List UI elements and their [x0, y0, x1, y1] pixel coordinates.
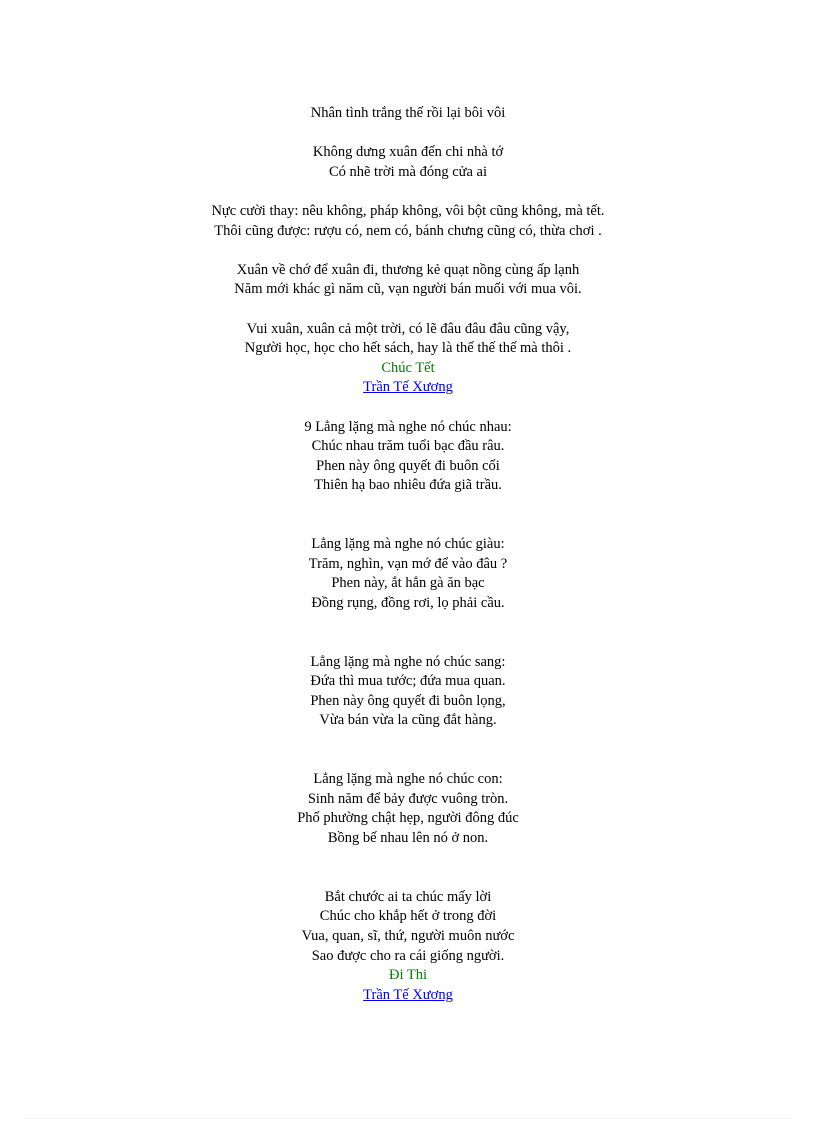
stanza-gap	[0, 300, 816, 320]
poem-line: Lẳng lặng mà nghe nó chúc sang:	[310, 653, 506, 670]
poem-line: Xuân về chớ để xuân đi, thương kẻ quạt nồng cùng ấp lạnh	[236, 261, 580, 278]
poem-line: Sao được cho ra cái giống người.	[311, 947, 505, 964]
poem-line: Nực cười thay: nêu không, pháp không, vôi bột cũng không, mà tết.	[211, 202, 605, 219]
stanza-gap	[0, 849, 816, 888]
poem-line: Không dưng xuân đến chi nhà tớ	[312, 144, 504, 161]
poem-line: Bồng bế nhau lên nó ở non.	[327, 829, 489, 846]
poem-line: Vui xuân, xuân cả một trời, có lẽ đâu đâu đâu cũng vậy,	[246, 320, 570, 337]
poem-line: Có nhẽ trời mà đóng cửa ai	[328, 163, 488, 180]
stanza-gap	[0, 731, 816, 770]
poem-line: 9 Lẳng lặng mà nghe nó chúc nhau:	[304, 418, 512, 435]
poem-line: Chúc nhau trăm tuổi bạc đầu râu.	[311, 438, 505, 455]
poem-line: Phen này, ắt hẳn gà ăn bạc	[331, 575, 485, 592]
poem-line: Thôi cũng được: rượu có, nem có, bánh chưng cũng có, thừa chơi .	[214, 222, 602, 239]
poem-line: Đứa thì mua tước; đứa mua quan.	[310, 673, 506, 690]
poem-line: Vừa bán vừa la cũng đắt hàng.	[319, 712, 497, 729]
poem-title: Chúc Tết	[381, 359, 435, 376]
poem-line: Lẳng lặng mà nghe nó chúc giàu:	[311, 536, 505, 553]
poem-line: Phen này ông quyết đi buôn lọng,	[310, 692, 506, 709]
stanza-gap	[0, 182, 816, 202]
poem-line: Phen này ông quyết đi buôn cối	[316, 457, 500, 474]
stanza-gap	[0, 241, 816, 261]
stanza-gap	[0, 613, 816, 652]
poem-line: Sinh năm để bảy được vuông tròn.	[307, 790, 509, 807]
author-link[interactable]: Trần Tế Xương	[363, 986, 453, 1003]
poem-line: Đồng rụng, đồng rơi, lọ phải cầu.	[311, 594, 505, 611]
poem-line: Người học, học cho hết sách, hay là thế thế thế mà thôi .	[244, 340, 572, 357]
stanza-gap	[0, 496, 816, 535]
poem-line: Chúc cho khắp hết ở trong đời	[319, 908, 497, 925]
poem-title: Đi Thi	[389, 967, 427, 984]
author-link[interactable]: Trần Tế Xương	[363, 379, 453, 396]
stanza-gap	[0, 398, 816, 418]
poem-line: Phố phường chật hẹp, người đông đúc	[297, 810, 519, 827]
stanza-gap	[0, 124, 816, 144]
poem-line: Bắt chước ai ta chúc mấy lời	[324, 888, 492, 905]
poem-line: Lẳng lặng mà nghe nó chúc con:	[313, 771, 503, 788]
page-bottom-rule	[24, 1118, 792, 1119]
poem-line: Năm mới khác gì năm cũ, vạn người bán muối với mua vôi.	[234, 281, 582, 298]
document-page	[0, 104, 816, 1005]
poem-line: Nhân tình trắng thế rồi lại bôi vôi	[310, 105, 506, 121]
poem-line: Vua, quan, sĩ, thứ, người muôn nước	[301, 927, 515, 944]
poem-line: Trăm, nghìn, vạn mớ để vào đâu ?	[308, 555, 508, 572]
poem-line: Thiên hạ bao nhiêu đứa giã trầu.	[314, 477, 502, 494]
